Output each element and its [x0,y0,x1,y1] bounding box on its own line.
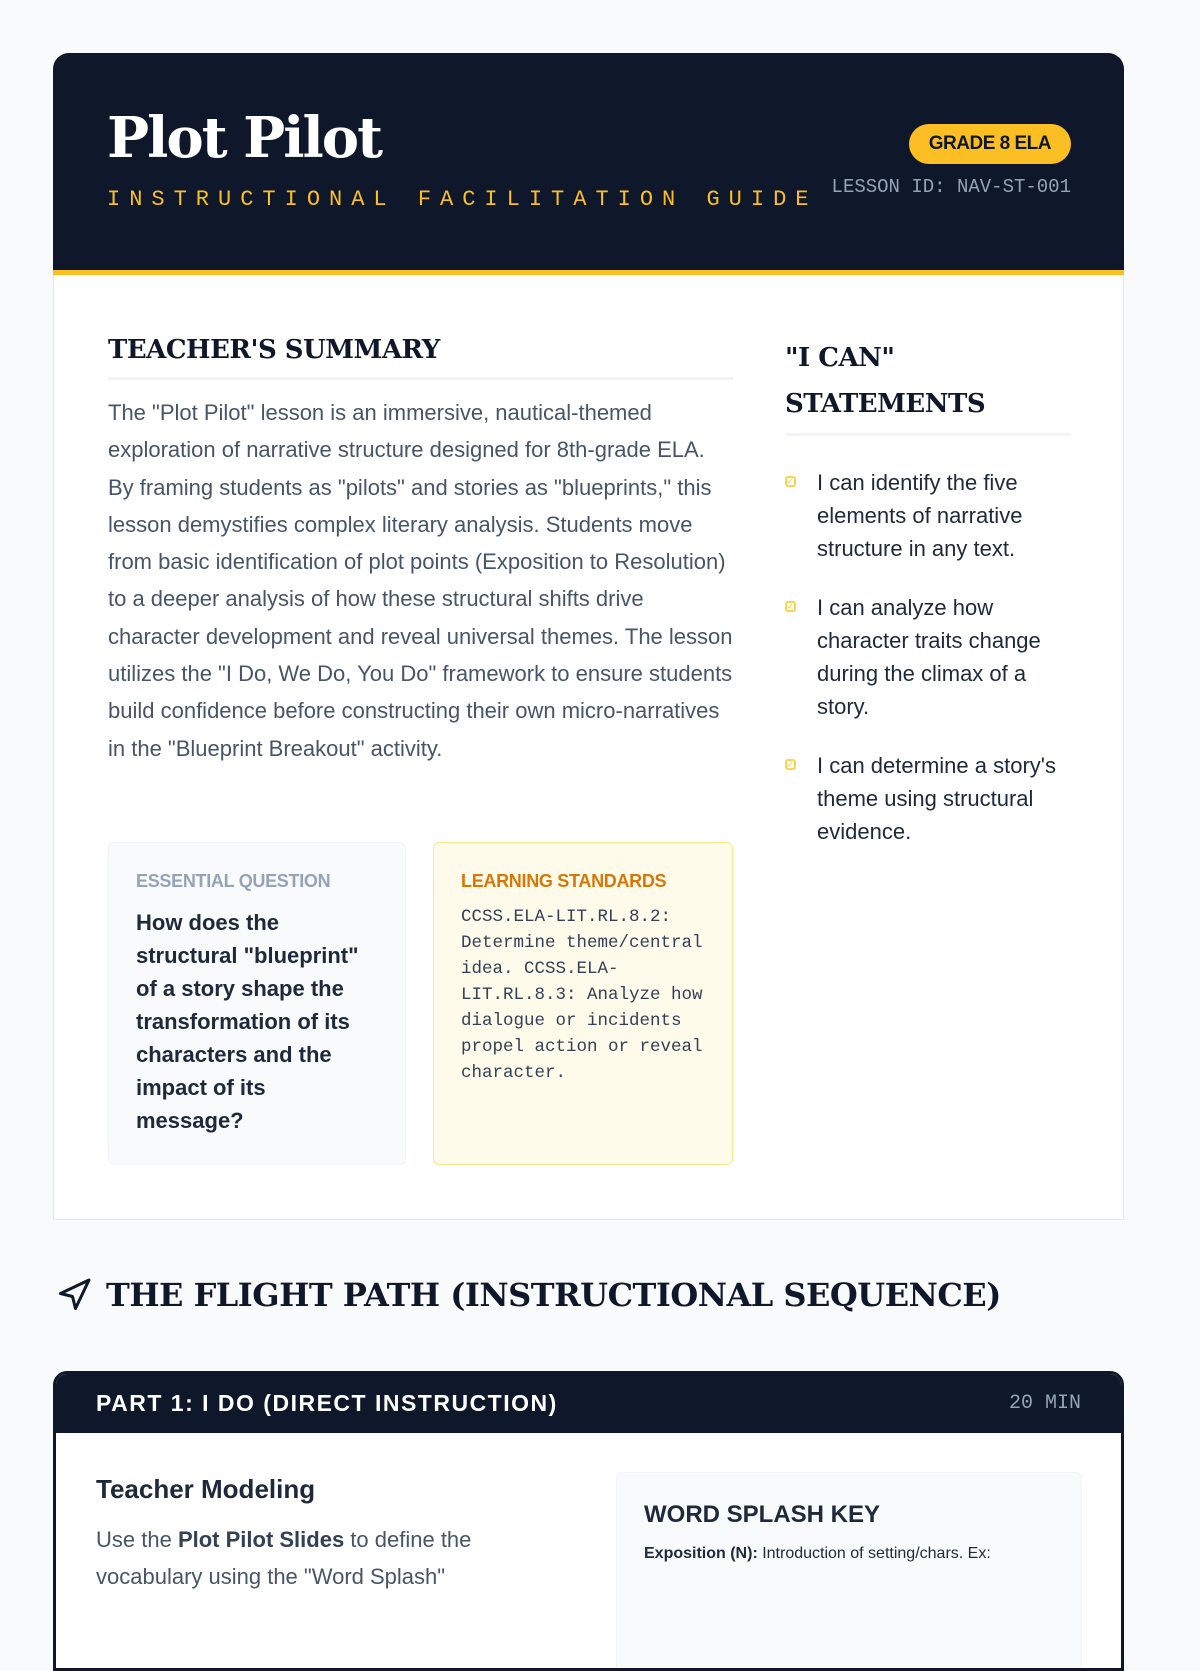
summary-column [108,335,733,1133]
checkbox-icon: ✓ [785,759,796,770]
header-banner [53,53,1124,275]
essential-question-box [108,842,406,1165]
word-splash-entry [644,1545,1054,1563]
text: to define the vocabulary using the "Word Splash" [96,1527,472,1589]
grade-badge: GRADE 8 ELA [909,124,1071,164]
navigation-arrow-icon [56,1277,92,1313]
teacher-modeling-heading: Teacher Modeling [96,1474,316,1504]
word-splash-heading: WORD SPLASH KEY [644,1501,881,1528]
summary-text: The "Plot Pilot" lesson is an immersive, nautical-themed exploration of narrative structure designed for 8th-grade ELA. By framing students as "pilots" and stories as "blueprints," this lesson demystifies complex literary analysis. Students move from basic identification of plot points (Exposition to Resolution) to a deeper analysis of how these structural shifts drive character development and reveal universal themes. The lesson utilizes the "I Do, We Do, You Do" framework to ensure students build confidence before constructing their own micro-narratives in the "Blueprint Breakout" activity. [108,400,733,761]
teacher-modeling-text [96,1521,556,1595]
i-can-text: I can identify the five elements of narrative structure in any text. [817,470,1023,561]
part1-header [56,1374,1121,1433]
overview-card [53,275,1124,1220]
i-can-item [785,749,1071,848]
i-can-column [785,335,1071,874]
definition: Introduction of setting/chars. Ex: [757,1545,991,1562]
i-can-item [785,466,1071,565]
flight-path-heading: THE FLIGHT PATH (INSTRUCTIONAL SEQUENCE) [106,1276,1001,1314]
lesson-id: LESSON ID: NAV-ST-001 [831,176,1071,198]
teacher-modeling [96,1474,556,1595]
i-can-text: I can analyze how character traits change during the climax of a story. [817,595,1041,719]
flight-path-header [56,1276,1001,1314]
subtitle: INSTRUCTIONAL FACILITATION GUIDE [107,187,818,212]
i-can-text: I can determine a story's theme using structural evidence. [817,753,1056,844]
slides-reference: Plot Pilot Slides [177,1527,345,1552]
word-splash-box [616,1472,1082,1671]
summary-heading: TEACHER'S SUMMARY [108,335,733,380]
checkbox-icon: ✓ [785,601,796,612]
learning-standards-box [433,842,733,1165]
text: Use the [96,1527,178,1552]
part1-time: 20 MIN [1008,1392,1081,1415]
lesson-guide [53,53,1124,1220]
part1-title: PART 1: I DO (DIRECT INSTRUCTION) [96,1390,558,1416]
term: Exposition (N): [644,1545,758,1562]
app-title: Plot Pilot [107,105,381,171]
checkbox-icon: ✓ [785,476,796,487]
part1-card [53,1371,1124,1671]
essential-question-label: ESSENTIAL QUESTION [136,871,331,891]
learning-standards-label: LEARNING STANDARDS [461,871,667,891]
i-can-item [785,591,1071,723]
i-can-heading: "I CAN" STATEMENTS [785,335,1071,436]
learning-standards-text: CCSS.ELA-LIT.RL.8.2: Determine theme/central idea. CCSS.ELA-LIT.RL.8.3: Analyze how dialogue or incidents propel action or reveal character. [461,907,703,1083]
essential-question-text: How does the structural "blueprint" of a story shape the transformation of its characters and the impact of its message? [136,910,359,1133]
